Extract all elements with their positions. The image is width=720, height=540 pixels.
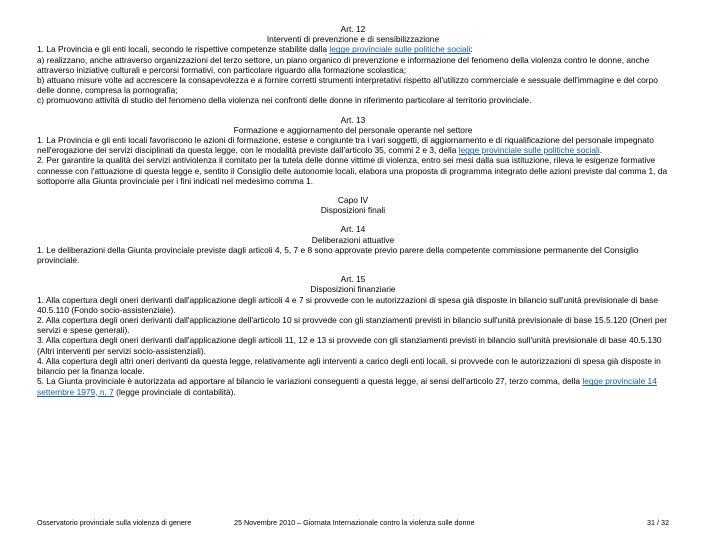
art12-subtitle: Interventi di prevenzione e di sensibilizzazione (266, 34, 440, 45)
art14-paragraph-1: 1. Le deliberazioni della Giunta provinciale previste dagli articoli 4, 5, 7 e 8 sono approvate previo parere della competente commissione permanente del Consiglio provinciale. (37, 244, 639, 266)
art13-p1-end: . (599, 145, 603, 156)
link-legge-politiche-sociali[interactable]: legge provinciale sulle politiche sociali (329, 44, 471, 55)
art13-p1-text: 1. La Provincia e gli enti locali favoriscono le azioni di formazione, estese e congiunte tra i vari soggetti, di aggiornamento e di riqualificazione del personale impegnato nell'erogazione dei servizi disciplinati da questa legge, con le modalità previste dall'articolo 35, commi 2 e 3, della (37, 135, 654, 156)
art12-paragraph-1 (37, 44, 669, 54)
art12-item-c: c) promuovono attività di studio del fenomeno della violenza nei confronti delle donne in riferimento particolare al territorio provinciale. (37, 95, 532, 106)
capo4-title: Capo IV (337, 195, 369, 206)
art13-title: Art. 13 (340, 114, 366, 125)
art15-title: Art. 15 (340, 274, 366, 285)
page-number: 31 / 32 (647, 518, 669, 527)
art14-title: Art. 14 (340, 224, 366, 235)
art15-paragraph-3: 3. Alla copertura degli oneri derivanti dall'applicazione degli articoli 11, 12 e 13 si provvede con gli stanziamenti previsti in bilancio sull'unità previsionale di base 40.5.130 (Altri interventi per servizi socio-assistenziali). (37, 335, 662, 356)
art12-item-a: a) realizzano, anche attraverso organizzazioni del terzo settore, un piano organico di prevenzione e informazione del fenomeno della violenza contro le donne, anche attraverso iniziative culturali e percorsi formativi, con particolare riguardo alla formazione scolastica; (37, 54, 650, 75)
footer-middle: 25 Novembre 2010 – Giornata Internazionale contro la violenza sulle donne (234, 518, 475, 527)
footer-left: Osservatorio provinciale sulla violenza di genere (37, 518, 192, 527)
art13-paragraph-1 (37, 135, 669, 155)
art12-title: Art. 12 (340, 24, 366, 34)
link-legge-politiche-sociali-2[interactable]: legge provinciale sulle politiche sociali (458, 145, 600, 156)
art15-paragraph-1: 1. Alla copertura degli oneri derivanti dall'applicazione degli articoli 4 e 7 si provvede con le autorizzazioni di spesa già disposte in bilancio sull'unità previsionale di base 40.5.110 (Fondo socio-assistenziale). (37, 294, 658, 315)
art12-p1-end: : (470, 44, 473, 55)
art12-item-b: b) attuano misure volte ad accrescere la consapevolezza e a fornire corretti strumenti interpretativi rispetto all'utilizzo commerciale e sessuale dell'immagine e del corpo delle donne, compresa la pornografia; (37, 75, 658, 96)
art15-p5-text: 5. La Giunta provinciale è autorizzata ad apportare al bilancio le variazioni conseguenti a questa legge, ai sensi dell'articolo 27, terzo comma, della (37, 376, 583, 387)
art13-subtitle: Formazione e aggiornamento del personale operante nel settore (233, 124, 473, 135)
art12-p1-text: 1. La Provincia e gli enti locali, secondo le rispettive competenze stabilite dalla (37, 44, 330, 55)
art15-paragraph-5 (37, 376, 669, 396)
art15-subtitle: Disposizioni finanziarie (310, 284, 396, 295)
art15-paragraph-4: 4. Alla copertura degli altri oneri derivanti da questa legge, relativamente agli interventi a carico degli enti locali, si provvede con le autorizzazioni di spesa già disposte in bilancio per la finanza locale. (37, 355, 661, 377)
art15-paragraph-2: 2. Alla copertura degli oneri derivanti dall'applicazione dell'articolo 10 si provvede con gli stanziamenti previsti in bilancio sull'unità previsionale di base 15.5.120 (Oneri per servizi e spese generali). (37, 315, 668, 336)
document-body (37, 24, 669, 397)
capo4-subtitle: Disposizioni finali (320, 205, 386, 216)
art15-p5-end: (legge provinciale di contabilità). (113, 386, 236, 397)
art14-subtitle: Deliberazioni attuative (311, 234, 395, 245)
link-legge-contabilita[interactable]: legge provinciale 14 settembre 1979, n. 7 (37, 376, 657, 397)
art13-paragraph-2: 2. Per garantire la qualità dei servizi antiviolenza il comitato per la tutela delle donne vittime di violenza, entro sei mesi dalla sua istituzione, rileva le esigenze formative connesse con l'attuazione di questa legge e, sentito il Consiglio delle autonomie locali, elabora una proposta di programma integrato delle azioni previste dal comma 1, da sottoporre alla Giunta provinciale per i fini indicati nel medesimo comma 1. (37, 155, 668, 186)
